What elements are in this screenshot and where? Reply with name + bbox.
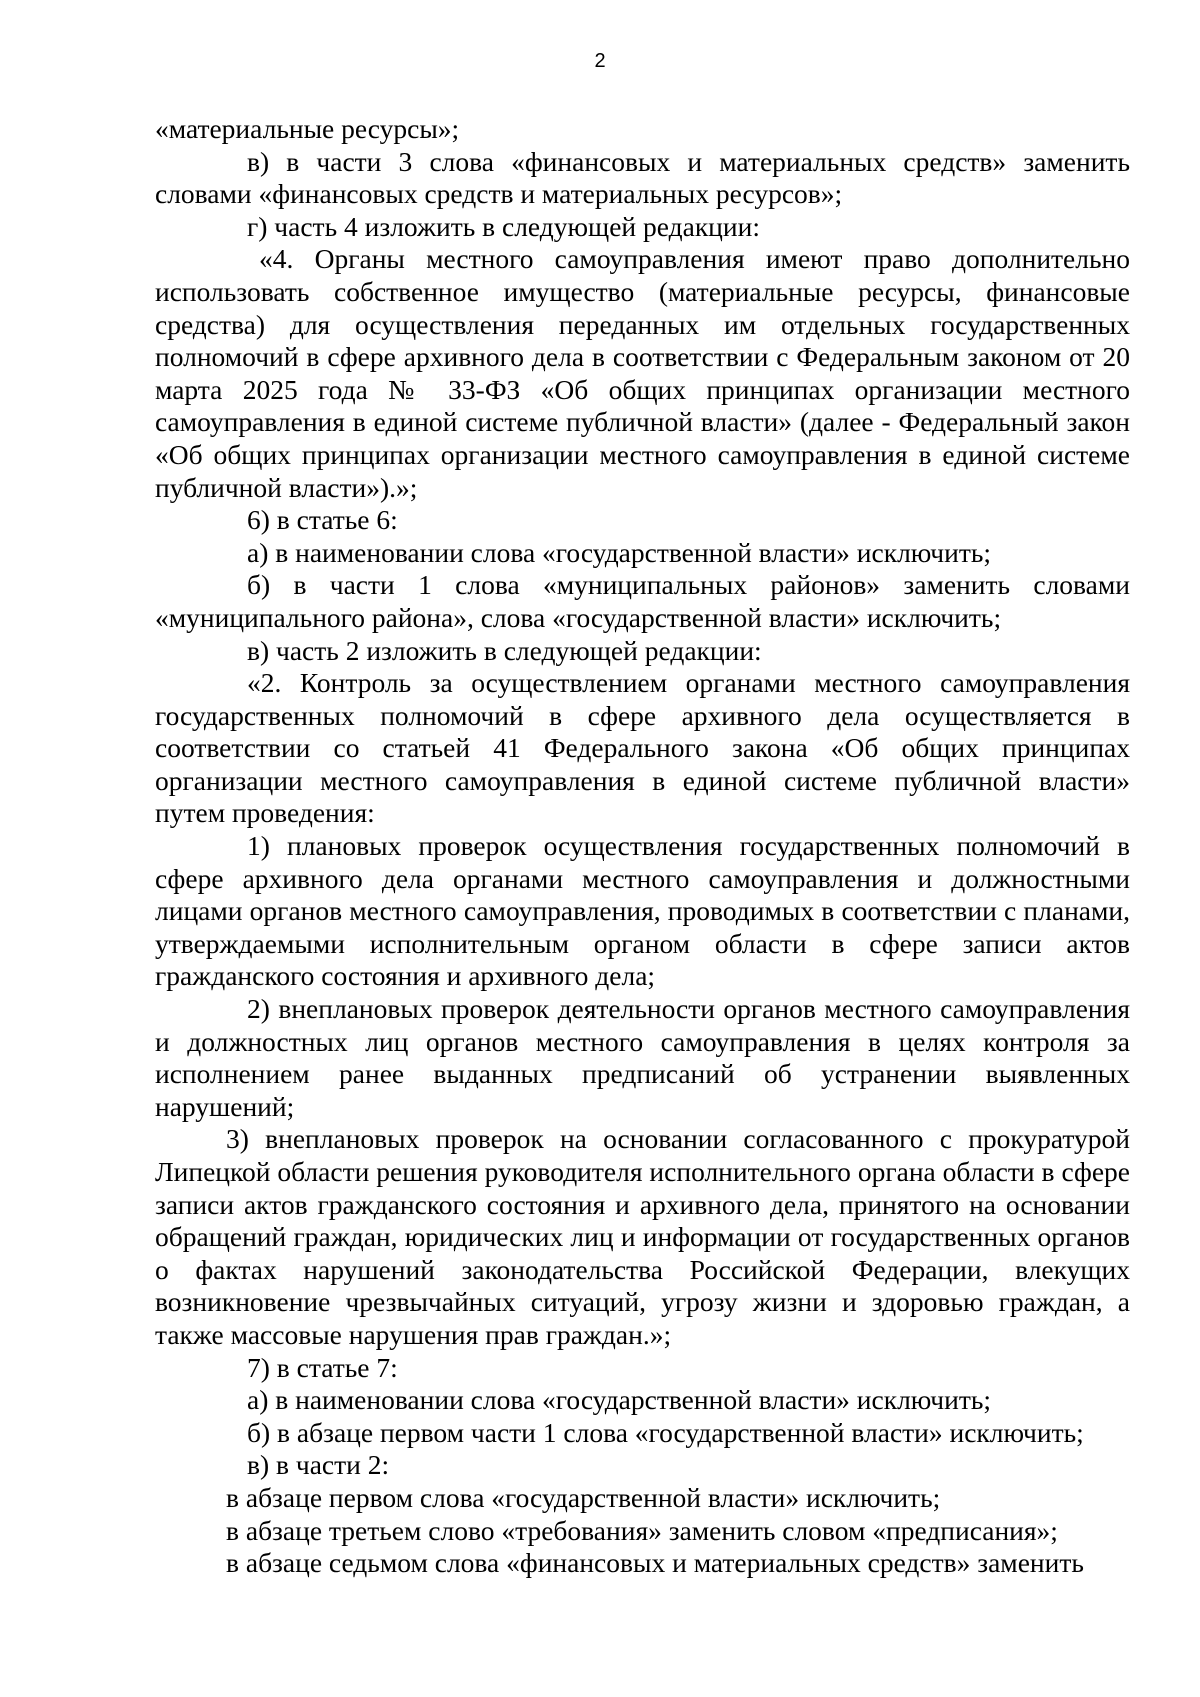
paragraph-18: в абзаце третьем слово «требования» заменить словом «предписания»;	[226, 1514, 1058, 1546]
paragraph-4: «4. Органы местного самоуправления имеют право дополнительно использовать собственное имущество (материальные ресурсы, финансовые средства) для осуществления переданных им отдельных государственных полномочий в сфере архивного дела в соответствии с Федеральным законом от 20 марта 2025 года № 33-ФЗ «Об общих принципах организации местного самоуправления в единой системе публичной власти» (далее - Федеральный закон «Об общих принципах организации местного самоуправления в единой системе публичной власти»).»;	[155, 243, 1130, 503]
paragraph-13: 7) в статье 7:	[247, 1351, 398, 1383]
paragraph-14: а) в наименовании слова «государственной власти» исключить;	[247, 1384, 992, 1416]
page-number: 2	[594, 50, 606, 72]
paragraph-1: «материальные ресурсы»;	[155, 113, 460, 144]
paragraph-2: в) в части 3 слова «финансовых и материальных средств» заменить словами «финансовых средств и материальных ресурсов»;	[155, 145, 1130, 210]
paragraph-6: а) в наименовании слова «государственной власти» исключить;	[247, 536, 992, 568]
paragraph-19: в абзаце седьмом слова «финансовых и материальных средств» заменить	[226, 1547, 1084, 1579]
paragraph-3: г) часть 4 изложить в следующей редакции:	[247, 210, 760, 242]
paragraph-15: б) в абзаце первом части 1 слова «государственной власти» исключить;	[247, 1416, 1084, 1448]
paragraph-17: в абзаце первом слова «государственной власти» исключить;	[226, 1481, 941, 1513]
document-body	[155, 113, 1130, 1580]
paragraph-11: 2) внеплановых проверок деятельности органов местного самоуправления и должностных лиц органов местного самоуправления в целях контроля за исполнением ранее выданных предписаний об устранении выявленных нарушений;	[155, 993, 1130, 1122]
paragraph-16: в) в части 2:	[247, 1449, 390, 1481]
paragraph-10: 1) плановых проверок осуществления государственных полномочий в сфере архивного дела органами местного самоуправления и должностными лицами органов местного самоуправления, проводимых в соответствии с планами, утверждаемыми исполнительным органом области в сфере записи актов гражданского состояния и архивного дела;	[155, 830, 1130, 992]
paragraph-9: «2. Контроль за осуществлением органами местного самоуправления государственных полномочий в сфере архивного дела осуществляется в соответствии со статьей 41 Федерального закона «Об общих принципах организации местного самоуправления в единой системе публичной власти» путем проведения:	[155, 667, 1130, 829]
paragraph-5: 6) в статье 6:	[247, 504, 398, 536]
paragraph-7: б) в части 1 слова «муниципальных районов» заменить словами «муниципального района», слова «государственной власти» исключить;	[155, 569, 1130, 633]
paragraph-8: в) часть 2 изложить в следующей редакции:	[247, 634, 762, 666]
paragraph-12: 3) внеплановых проверок на основании согласованного с прокуратурой Липецкой области решения руководителя исполнительного органа области в сфере записи актов гражданского состояния и архивного дела, принятого на основании обращений граждан, юридических лиц и информации от государственных органов о фактах нарушений законодательства Российской Федерации, влекущих возникновение чрезвычайных ситуаций, угрозу жизни и здоровью граждан, а также массовые нарушения прав граждан.»;	[155, 1123, 1130, 1350]
